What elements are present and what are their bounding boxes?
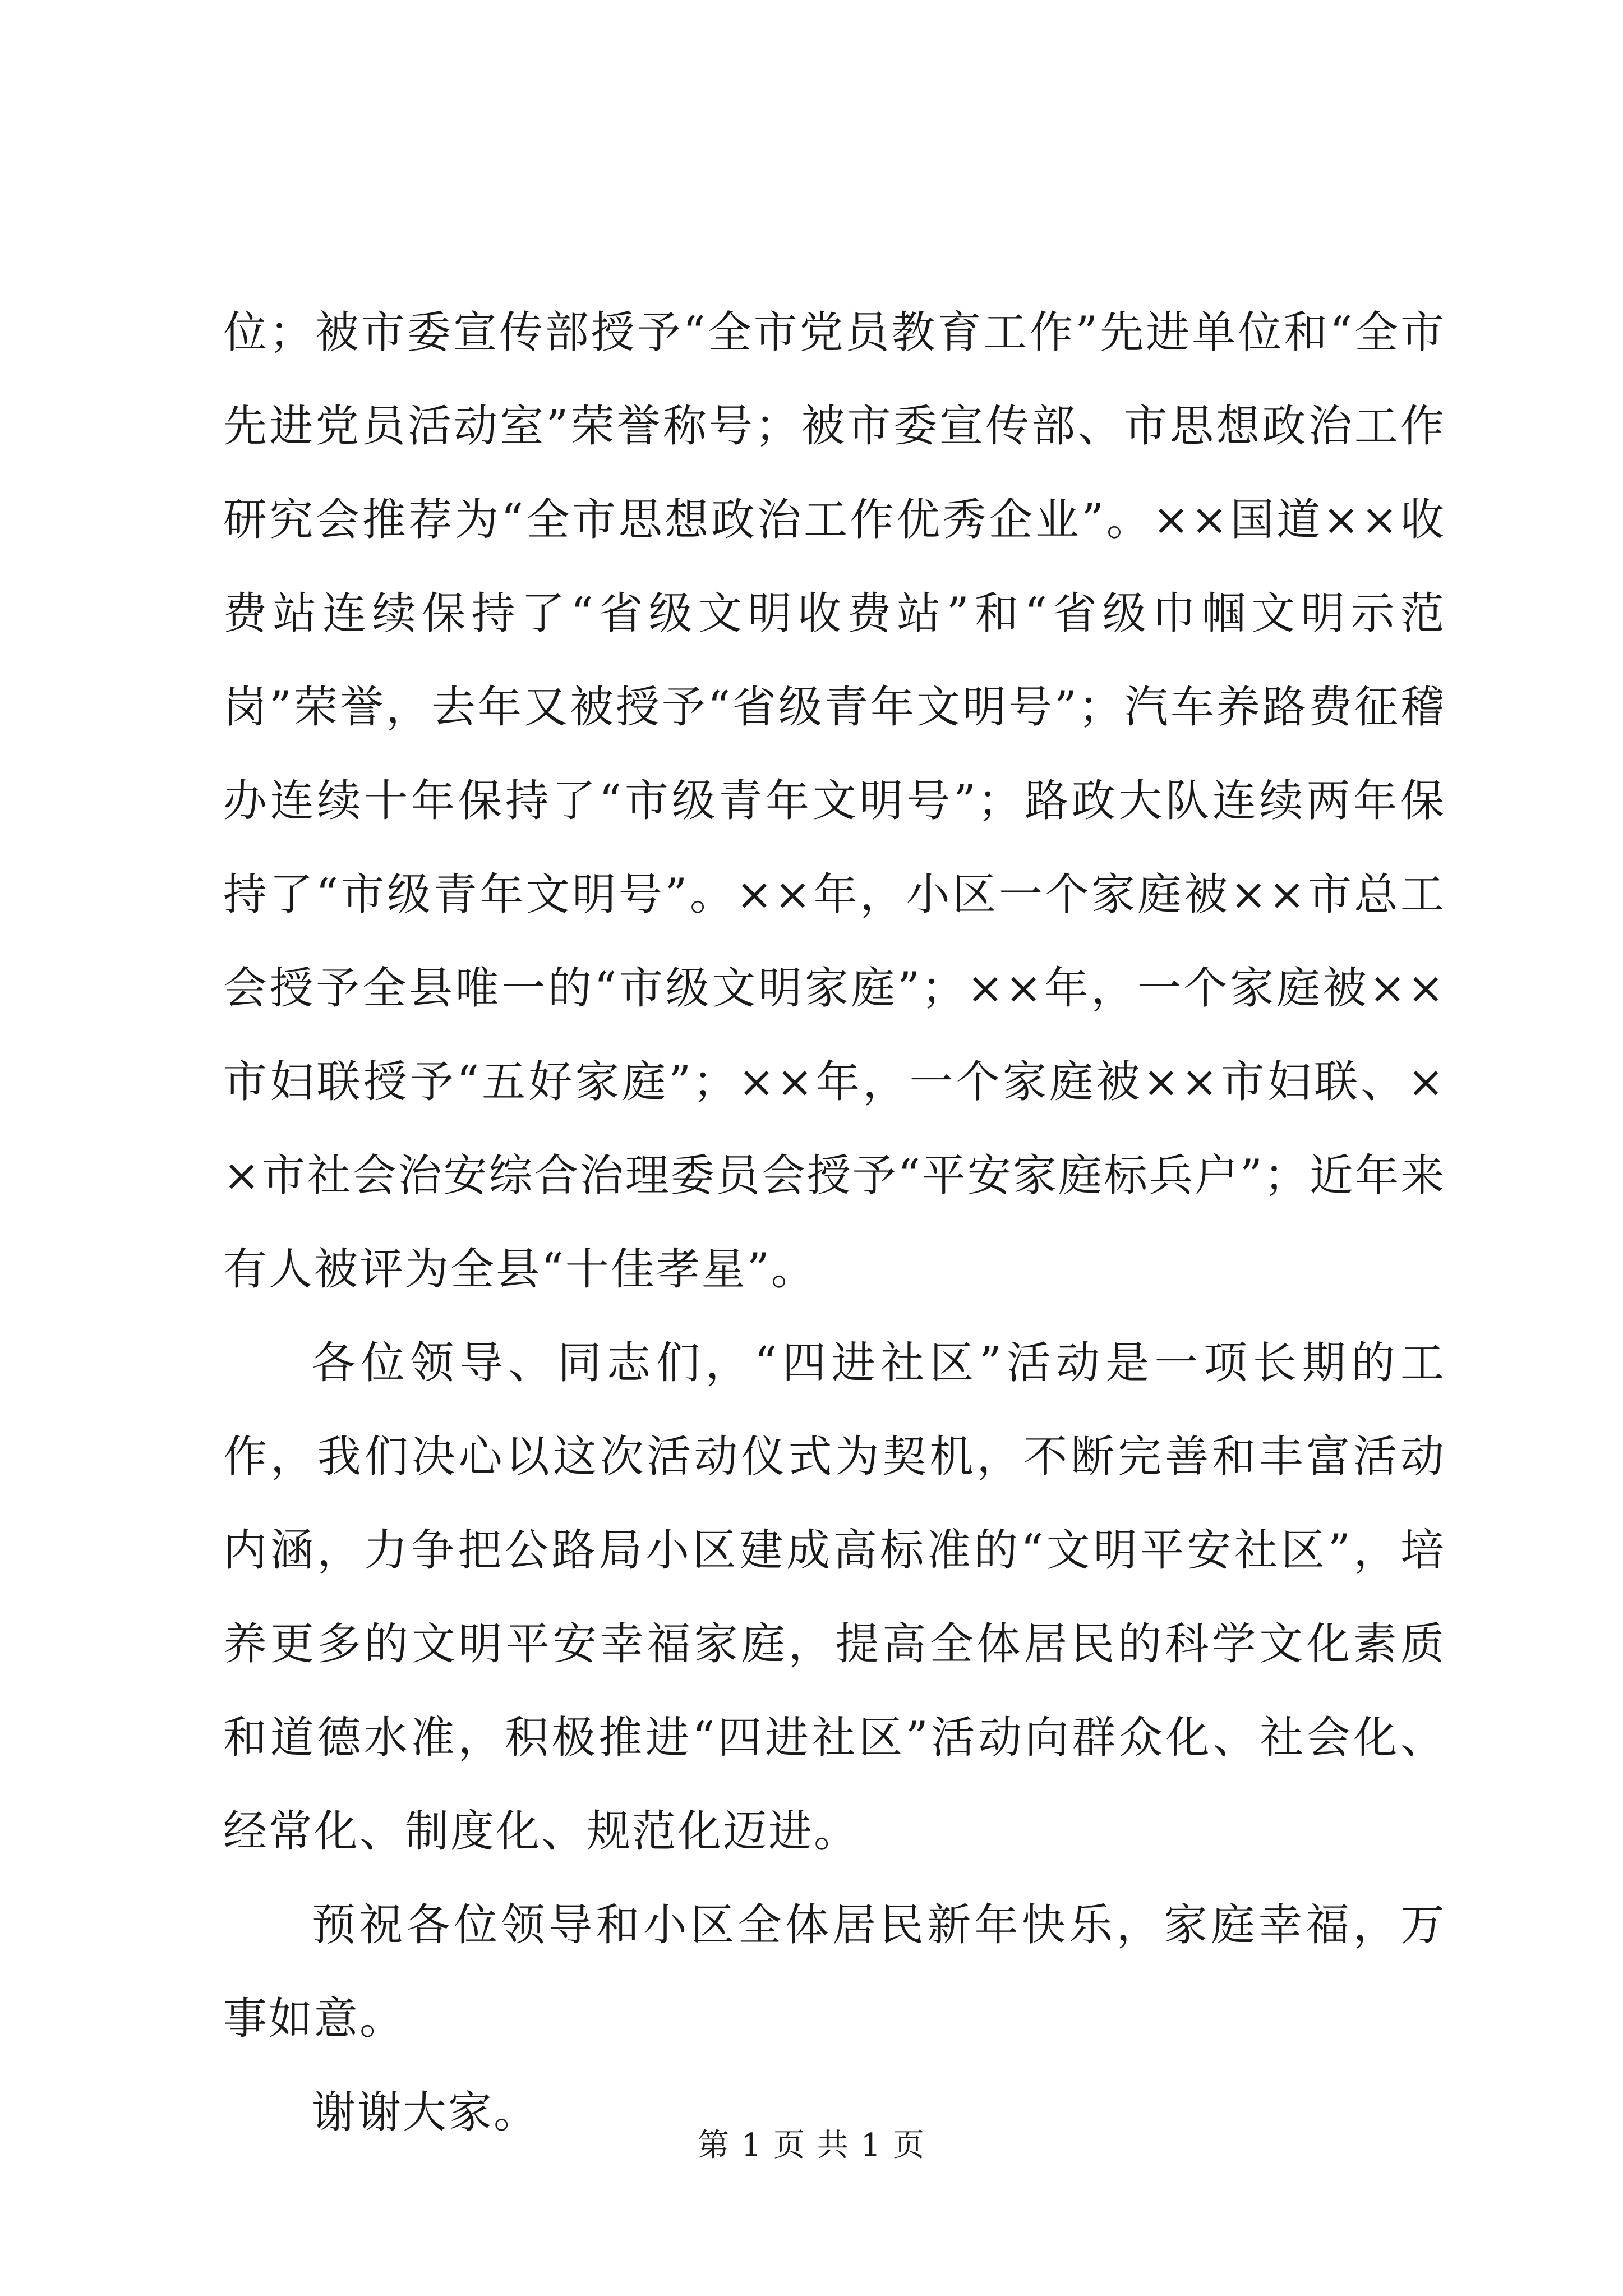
document-body (223, 286, 1446, 2160)
paragraph-wishes: 预祝各位领导和小区全体居民新年快乐，家庭幸福，万事如意。 (223, 1900, 1446, 2044)
paragraph-thanks: 谢谢大家。 (312, 2087, 540, 2138)
paragraph-continued: 位；被市委宣传部授予“全市党员教育工作”先进单位和“全市先进党员活动室”荣誉称号；被市委宣传部、市思想政治工作研究会推荐为“全市思想政治工作优秀企业”。××国道××收费站连续保持了“省级文明收费站”和“省级巾帼文明示范岗”荣誉，去年又被授予“省级青年文明号”；汽车养路费征稽办连续十年保持了“市级青年文明号”；路政大队连续两年保持了“市级青年文明号”。××年，小区一个家庭被××市总工会授予全县唯一的“市级文明家庭”；××年，一个家庭被××市妇联授予“五好家庭”；××年，一个家庭被××市妇联、××市社会治安综合治理委员会授予“平安家庭标兵户”；近年来有人被评为全县“十佳孝星”。 (223, 307, 1446, 1295)
page-footer: 第 1 页 共 1 页 (697, 2127, 926, 2164)
paragraph-closing-remarks: 各位领导、同志们，“四进社区”活动是一项长期的工作，我们决心以这次活动仪式为契机，不断完善和丰富活动内涵，力争把公路局小区建成高标准的“文明平安社区”，培养更多的文明平安幸福家庭，提高全体居民的科学文化素质和道德水准，积极推进“四进社区”活动向群众化、社会化、经常化、制度化、规范化迈进。 (223, 1338, 1446, 1857)
